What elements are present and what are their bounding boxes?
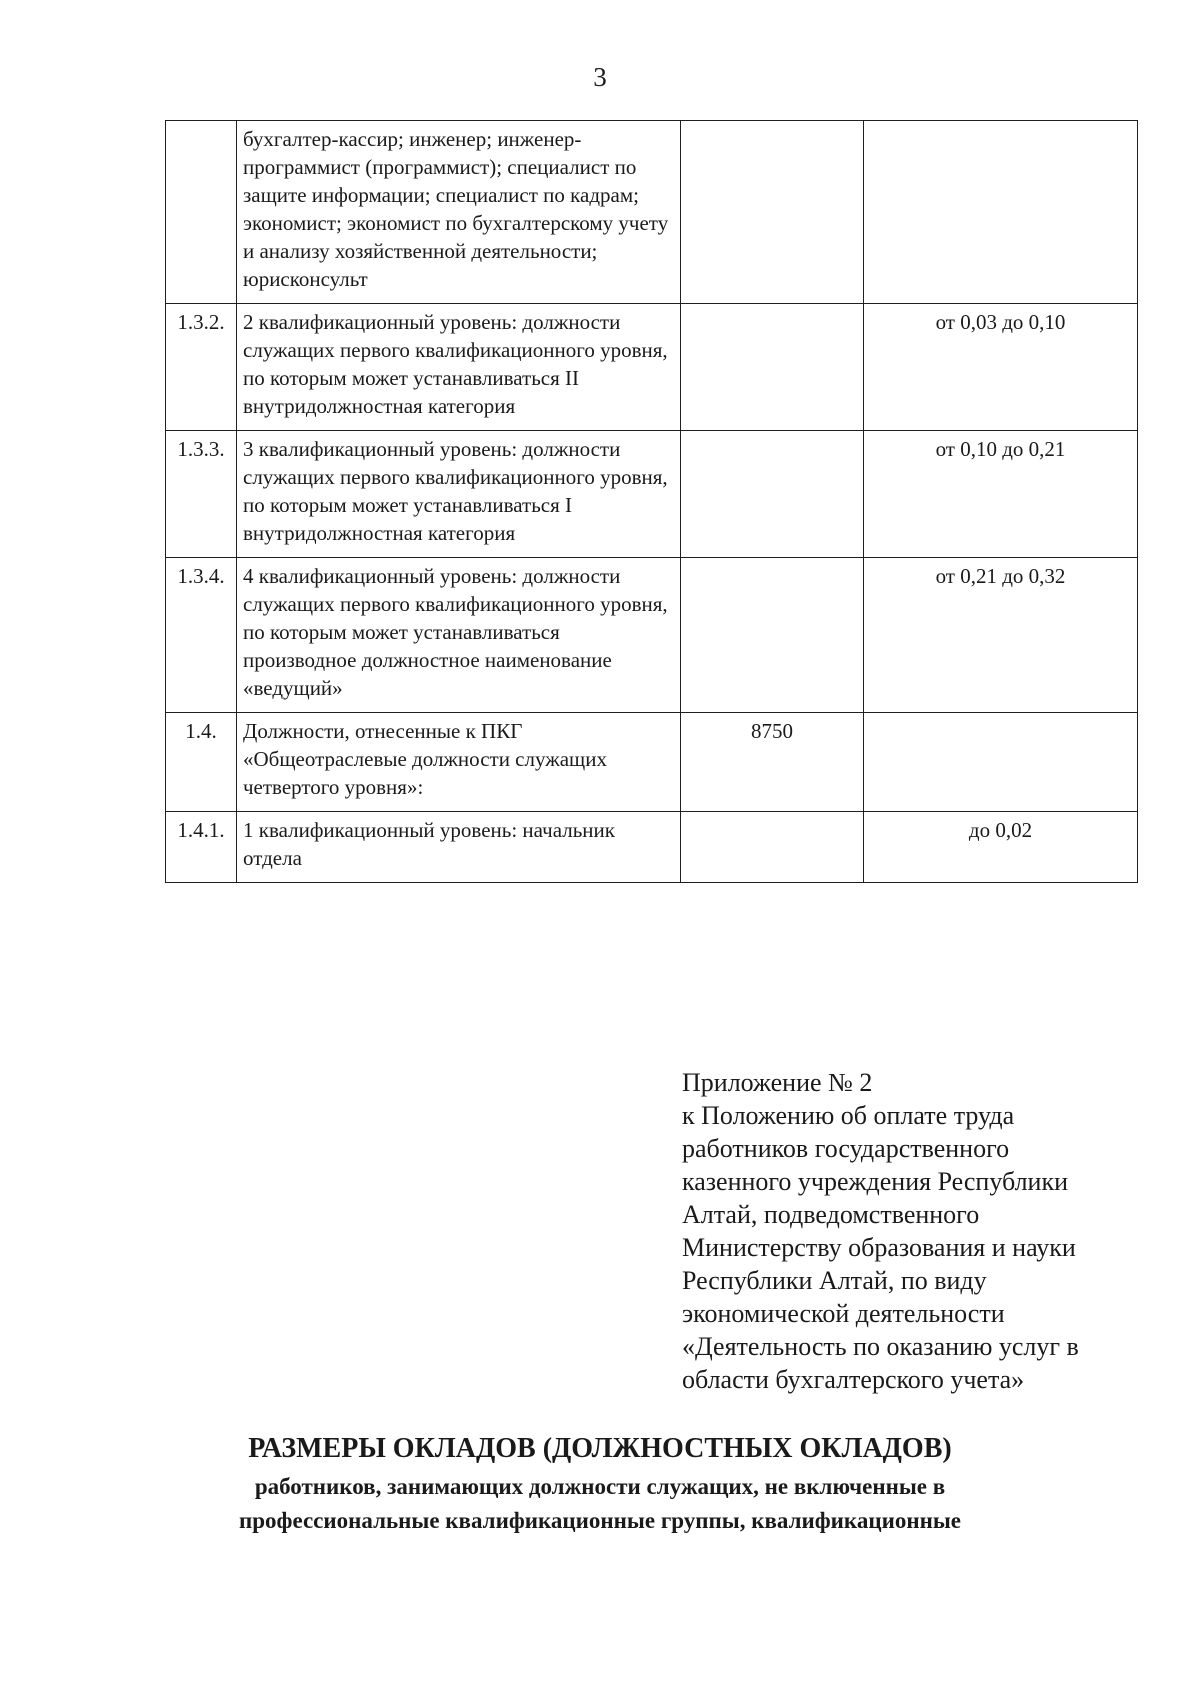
appendix-line: казенного учреждения Республики: [682, 1167, 1069, 1196]
salary-cell: [681, 812, 864, 883]
appendix-line: к Положению об оплате труда: [682, 1101, 1015, 1130]
row-number-cell: 1.4.: [166, 713, 237, 812]
coefficient-cell: от 0,10 до 0,21: [864, 431, 1138, 558]
table-row: [166, 304, 1138, 431]
appendix-line: Алтай, подведомственного: [682, 1200, 980, 1229]
position-name-cell: 2 квалификационный уровень: должности служащих первого квалификационного уровня, по которым может устанавливаться II внутридолжностная категория: [237, 304, 681, 431]
salary-table: [165, 120, 1138, 883]
table-row: [166, 558, 1138, 713]
table-row: [166, 431, 1138, 558]
salary-cell: [681, 304, 864, 431]
appendix-line: Министерству образования и науки: [682, 1233, 1076, 1262]
position-name-cell: Должности, отнесенные к ПКГ «Общеотраслевые должности служащих четвертого уровня»:: [237, 713, 681, 812]
appendix-reference: [682, 1066, 1152, 1396]
table-row: [166, 121, 1138, 304]
row-number-cell: 1.3.4.: [166, 558, 237, 713]
coefficient-cell: [864, 713, 1138, 812]
position-name-cell: бухгалтер-кассир; инженер; инженер-программист (программист); специалист по защите информации; специалист по кадрам; экономист; экономист по бухгалтерскому учету и анализу хозяйственной деятельности; юрисконсульт: [237, 121, 681, 304]
row-number-cell: 1.3.2.: [166, 304, 237, 431]
salary-cell: [681, 121, 864, 304]
appendix-line: Приложение № 2: [682, 1068, 873, 1097]
page-number: 3: [593, 62, 607, 92]
coefficient-cell: [864, 121, 1138, 304]
coefficient-cell: от 0,21 до 0,32: [864, 558, 1138, 713]
subtitle-line: работников, занимающих должности служащих, не включенные в: [254, 1474, 946, 1499]
position-name-cell: 1 квалификационный уровень: начальник отдела: [237, 812, 681, 883]
document-subtitle: [0, 1470, 1200, 1538]
appendix-line: «Деятельность по оказанию услуг в: [682, 1332, 1079, 1361]
salary-cell: [681, 558, 864, 713]
row-number-cell: 1.3.3.: [166, 431, 237, 558]
appendix-line: работников государственного: [682, 1134, 1010, 1163]
salary-cell: [681, 431, 864, 558]
appendix-line: экономической деятельности: [682, 1299, 1005, 1328]
coefficient-cell: от 0,03 до 0,10: [864, 304, 1138, 431]
table-row: [166, 713, 1138, 812]
position-name-cell: 3 квалификационный уровень: должности служащих первого квалификационного уровня, по которым может устанавливаться I внутридолжностная категория: [237, 431, 681, 558]
document-title: РАЗМЕРЫ ОКЛАДОВ (ДОЛЖНОСТНЫХ ОКЛАДОВ): [248, 1433, 952, 1464]
coefficient-cell: до 0,02: [864, 812, 1138, 883]
subtitle-line: профессиональные квалификационные группы, квалификационные: [239, 1508, 961, 1533]
row-number-cell: 1.4.1.: [166, 812, 237, 883]
appendix-line: Республики Алтай, по виду: [682, 1266, 987, 1295]
row-number-cell: [166, 121, 237, 304]
table-row: [166, 812, 1138, 883]
appendix-line: области бухгалтерского учета»: [682, 1365, 1025, 1394]
salary-cell: 8750: [681, 713, 864, 812]
position-name-cell: 4 квалификационный уровень: должности служащих первого квалификационного уровня, по которым может устанавливаться производное должностное наименование «ведущий»: [237, 558, 681, 713]
